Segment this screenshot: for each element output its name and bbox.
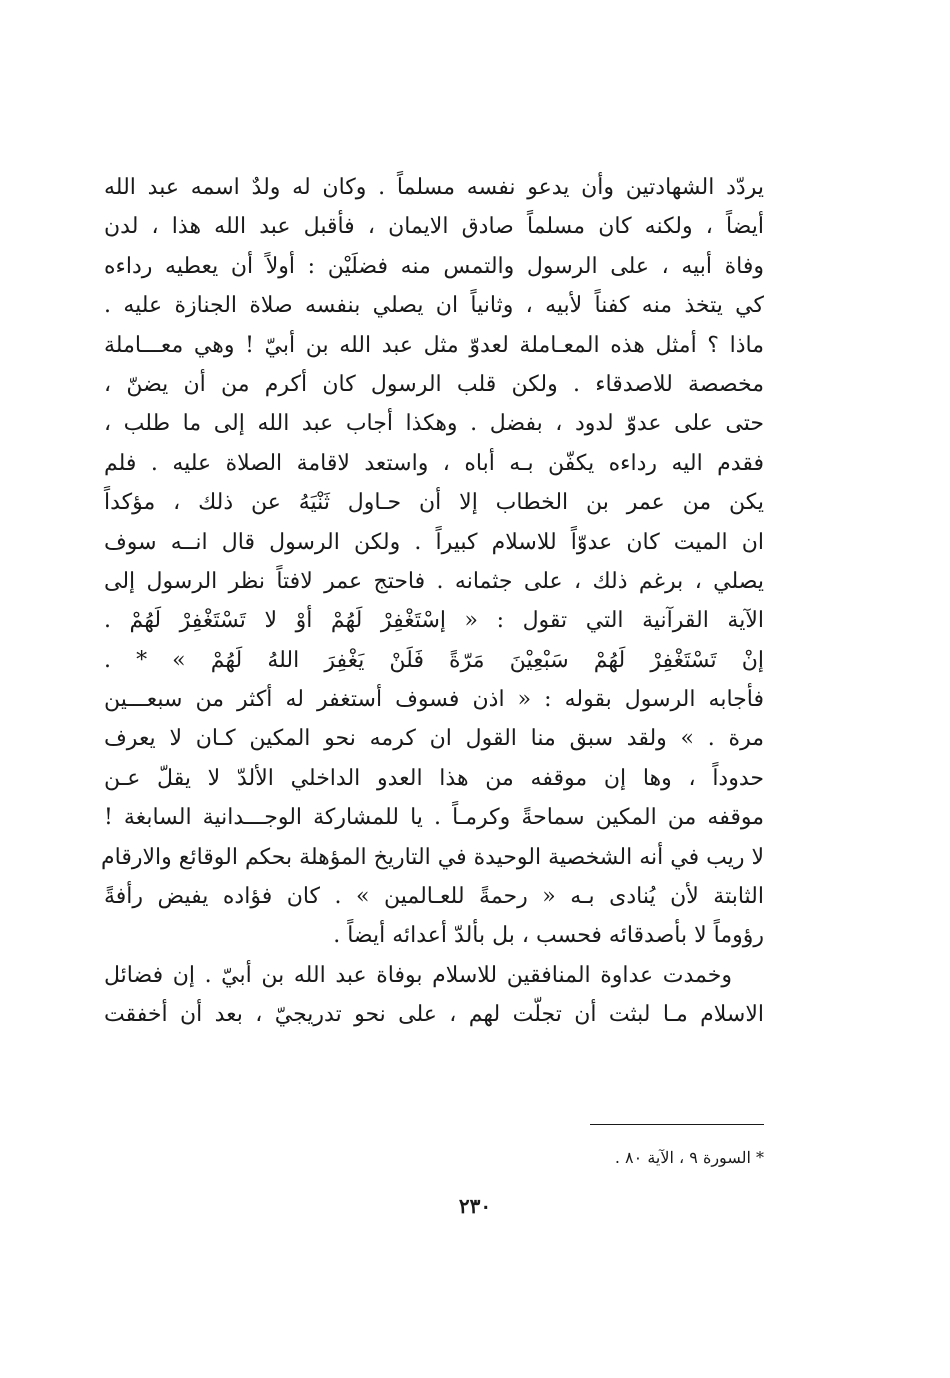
footnote-divider	[590, 1124, 764, 1125]
text-line: يكن من عمر بن الخطاب إلا أن حـاول ثَنْيَهُ عن ذلك ، مؤكداً	[104, 490, 764, 516]
quran-verse-line: الآية القرآنية التي تقول : « إسْتَغْفِرْ لَهُمْ أوْ لا تَسْتَغْفِرْ لَهُمْ .	[104, 608, 764, 634]
text-line: ماذا ؟ أمثل هذه المعـاملة لعدوّ مثل عبد الله بن أبيّ ! وهي معـــاملة	[104, 332, 764, 358]
text-line: يصلي ، برغم ذلك ، على جثمانه . فاحتج عمر لافتاً نظر الرسول إلى	[104, 568, 764, 594]
paragraph-start-line: وخمدت عداوة المنافقين للاسلام بوفاة عبد الله بن أبيّ . إن فضائل	[104, 962, 732, 988]
text-line: الاسلام مـا لبثت أن تجلّت لهم ، على نحو تدريجيّ ، بعد أن أخفقت	[104, 1002, 764, 1028]
text-line: حتى على عدوّ لدود ، بفضل . وهكذا أجاب عبد الله إلى ما طلب ،	[104, 411, 764, 437]
text-line: حدوداً ، وها إن موقفه من هذا العدو الداخلي الألدّ لا يقلّ عـن	[104, 765, 764, 791]
text-line: ان الميت كان عدوّاً للاسلام كبيراً . ولكن الرسول قال انــه سوف	[104, 529, 764, 555]
text-line: فأجابه الرسول بقوله : « اذن فسوف أستغفر له أكثر من سبعـــين	[104, 687, 764, 713]
text-line: لا ريب في أنه الشخصية الوحيدة في التاريخ المؤهلة بحكم الوقائع والارقام	[101, 844, 764, 870]
text-line: الثابتة لأن يُنادى بـه « رحمةً للعـالمين » . كان فؤاده يفيض رأفةً	[104, 884, 764, 910]
text-line: فقدم اليه رداءه يكفّن بـه أباه ، واستعد لاقامة الصلاة عليه . فلم	[104, 450, 764, 476]
text-line: وفاة أبيه ، على الرسول والتمس منه فضلَيْن : أولاً أن يعطيه رداءه	[104, 253, 764, 279]
text-line: كي يتخذ منه كفناً لأبيه ، وثانياً ان يصلي بنفسه صلاة الجنازة عليه .	[104, 293, 764, 319]
quran-verse-line: إنْ تَسْتَغْفِرْ لَهُمْ سَبْعِيْنَ مَرّةً فَلَنْ يَغْفِرَ اللهُ لَهُمْ » * .	[104, 647, 764, 673]
paragraph-end-line: رؤوماً لا بأصدقائه فحسب ، بل بألدّ أعدائه أيضاً .	[333, 923, 764, 949]
text-line: يردّد الشهادتين وأن يدعو نفسه مسلماً . وكان له ولدٌ اسمه عبد الله	[104, 175, 764, 200]
footnote: * السورة ٩ ، الآية ٨٠ .	[614, 1148, 764, 1167]
text-line: موقفه من المكين سماحةً وكرمـاً . يا للمشاركة الوجـــدانية السابغة !	[104, 805, 764, 831]
text-line: أيضاً ، ولكنه كان مسلماً صادق الايمان ، فأقبل عبد الله هذا ، لدن	[104, 214, 764, 240]
page-number: ٢٣٠	[458, 1194, 492, 1218]
text-line: مخصصة للاصدقاء . ولكن قلب الرسول كان أكرم من أن يضنّ ،	[104, 371, 764, 397]
text-line: مرة . » ولقد سبق منا القول ان كرمه نحو المكين كـان لا يعرف	[104, 726, 764, 752]
body-text	[101, 168, 764, 1035]
